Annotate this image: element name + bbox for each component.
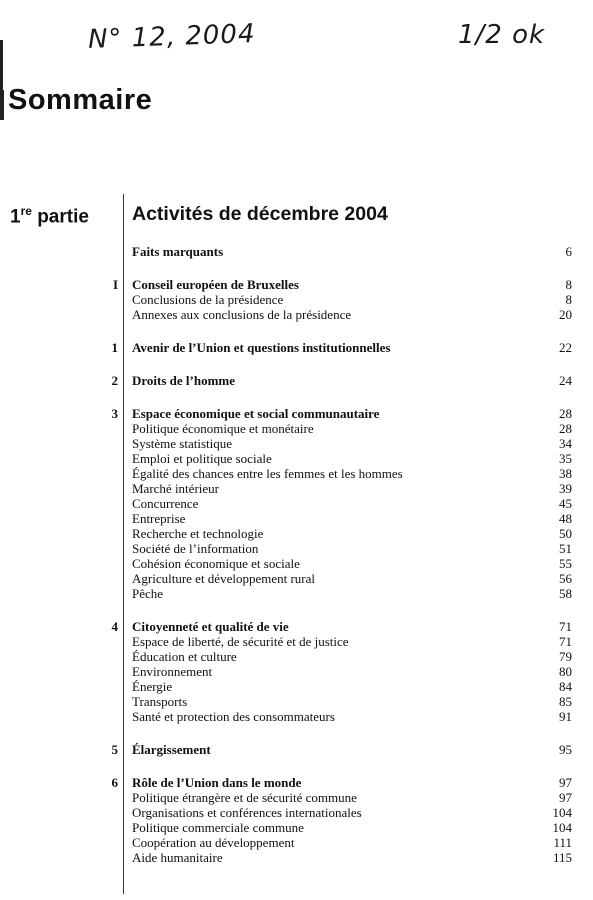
toc-entry bbox=[132, 709, 572, 724]
section-number: I bbox=[112, 277, 118, 292]
toc-entry bbox=[132, 466, 572, 481]
page-number: 6 bbox=[565, 244, 572, 259]
page-number: 111 bbox=[553, 835, 572, 850]
entry-title: Agriculture et développement rural bbox=[132, 571, 316, 586]
toc-entry bbox=[132, 541, 572, 556]
section-number: 2 bbox=[111, 373, 118, 388]
page-title: Sommaire bbox=[8, 84, 153, 116]
entry-title: Politique économique et monétaire bbox=[132, 421, 314, 436]
entry-title: Entreprise bbox=[132, 511, 186, 526]
page-number: 28 bbox=[559, 421, 572, 436]
entry-title: Recherche et technologie bbox=[132, 526, 264, 541]
page-number: 24 bbox=[559, 373, 572, 388]
part-word: partie bbox=[31, 206, 89, 228]
toc-section-heading bbox=[132, 775, 572, 790]
toc-entry bbox=[132, 436, 572, 451]
entry-title: Espace économique et social communautaire bbox=[132, 406, 380, 421]
entry-title: Marché intérieur bbox=[132, 481, 219, 496]
section-number: 4 bbox=[111, 619, 118, 634]
entry-title: Conclusions de la présidence bbox=[132, 292, 284, 307]
entry-title: Transports bbox=[132, 694, 188, 709]
toc-entry bbox=[132, 694, 572, 709]
page-number: 85 bbox=[559, 694, 572, 709]
page-number: 45 bbox=[559, 496, 572, 511]
toc-entry bbox=[132, 634, 572, 649]
part-label bbox=[10, 204, 89, 228]
entry-title: Élargissement bbox=[132, 742, 211, 757]
toc-entry bbox=[132, 850, 572, 865]
page-number: 34 bbox=[559, 436, 572, 451]
toc-entry bbox=[132, 292, 572, 307]
toc-section-heading bbox=[132, 340, 572, 355]
entry-title: Annexes aux conclusions de la présidence bbox=[132, 307, 352, 322]
toc-entry bbox=[132, 421, 572, 436]
page-number: 8 bbox=[565, 277, 572, 292]
page-number: 97 bbox=[559, 775, 572, 790]
toc-entry bbox=[132, 481, 572, 496]
page-number: 104 bbox=[552, 805, 572, 820]
entry-title: Cohésion économique et sociale bbox=[132, 556, 300, 571]
entry-title: Éducation et culture bbox=[132, 649, 237, 664]
handwritten-issue-note: N° 12, 2004 bbox=[87, 19, 256, 55]
page-number: 104 bbox=[552, 820, 572, 835]
toc-entry bbox=[132, 571, 572, 586]
entry-title: Citoyenneté et qualité de vie bbox=[132, 619, 289, 634]
toc-entry bbox=[132, 835, 572, 850]
toc-section-heading bbox=[132, 619, 572, 634]
entry-title: Santé et protection des consommateurs bbox=[132, 709, 335, 724]
page-number: 20 bbox=[559, 307, 572, 322]
entry-title: Environnement bbox=[132, 664, 213, 679]
page-number: 35 bbox=[559, 451, 572, 466]
entry-title: Énergie bbox=[132, 679, 173, 694]
toc-entry bbox=[132, 649, 572, 664]
toc-entry bbox=[132, 556, 572, 571]
page-number: 50 bbox=[559, 526, 572, 541]
page-number: 71 bbox=[559, 634, 572, 649]
toc-section-heading bbox=[132, 277, 572, 292]
toc-entry bbox=[132, 820, 572, 835]
page-number: 115 bbox=[552, 850, 572, 865]
toc-section-heading bbox=[132, 373, 572, 388]
section-number: 1 bbox=[111, 340, 118, 355]
toc-entry bbox=[132, 679, 572, 694]
toc-entry bbox=[132, 805, 572, 820]
entry-title: Pêche bbox=[132, 586, 164, 601]
entry-title: Politique étrangère et de sécurité commune bbox=[132, 790, 357, 805]
page-number: 22 bbox=[559, 340, 572, 355]
entry-title: Égalité des chances entre les femmes et les hommes bbox=[132, 466, 403, 481]
part-number: 1 bbox=[10, 206, 21, 228]
entry-title: Politique commerciale commune bbox=[132, 820, 304, 835]
page-number: 8 bbox=[565, 292, 572, 307]
toc-entry bbox=[132, 526, 572, 541]
entry-title: Coopération au développement bbox=[132, 835, 295, 850]
page-number: 28 bbox=[559, 406, 572, 421]
toc-entry bbox=[132, 307, 572, 322]
page-number: 79 bbox=[559, 649, 572, 664]
scan-edge-mark bbox=[0, 90, 4, 120]
toc-section-heading bbox=[132, 406, 572, 421]
entry-title: Société de l’information bbox=[132, 541, 259, 556]
toc-entry bbox=[132, 496, 572, 511]
section-number: 5 bbox=[111, 742, 118, 757]
entry-title: Rôle de l’Union dans le monde bbox=[132, 775, 302, 790]
toc-section-heading bbox=[132, 742, 572, 757]
toc-entry bbox=[132, 664, 572, 679]
toc-entry bbox=[132, 586, 572, 601]
part-title: Activités de décembre 2004 bbox=[132, 203, 388, 225]
page-number: 56 bbox=[559, 571, 572, 586]
entry-title: Espace de liberté, de sécurité et de justice bbox=[132, 634, 349, 649]
entry-title: Concurrence bbox=[132, 496, 199, 511]
entry-title: Avenir de l’Union et questions institutionnelles bbox=[132, 340, 391, 355]
entry-title: Droits de l’homme bbox=[132, 373, 236, 388]
handwritten-check-note: 1/2 ok bbox=[458, 20, 546, 50]
toc-entry bbox=[132, 790, 572, 805]
entry-title: Système statistique bbox=[132, 436, 233, 451]
toc-section-heading bbox=[132, 244, 572, 259]
page-number: 39 bbox=[559, 481, 572, 496]
page-number: 38 bbox=[559, 466, 572, 481]
entry-title: Aide humanitaire bbox=[132, 850, 223, 865]
page-number: 95 bbox=[559, 742, 572, 757]
entry-title: Conseil européen de Bruxelles bbox=[132, 277, 299, 292]
page-number: 84 bbox=[559, 679, 572, 694]
part-ordinal-suffix: re bbox=[20, 204, 32, 218]
section-number: 6 bbox=[111, 775, 118, 790]
entry-title: Organisations et conférences internationales bbox=[132, 805, 362, 820]
page-number: 48 bbox=[559, 511, 572, 526]
toc-entry bbox=[132, 451, 572, 466]
page-number: 58 bbox=[559, 586, 572, 601]
page-number: 55 bbox=[559, 556, 572, 571]
entry-title: Emploi et politique sociale bbox=[132, 451, 272, 466]
entry-title: Faits marquants bbox=[132, 244, 224, 259]
section-number: 3 bbox=[111, 406, 118, 421]
page-number: 80 bbox=[559, 664, 572, 679]
vertical-divider bbox=[123, 194, 124, 894]
page-number: 71 bbox=[559, 619, 572, 634]
toc-entry bbox=[132, 511, 572, 526]
page-number: 97 bbox=[559, 790, 572, 805]
page-number: 91 bbox=[559, 709, 572, 724]
page-number: 51 bbox=[559, 541, 572, 556]
